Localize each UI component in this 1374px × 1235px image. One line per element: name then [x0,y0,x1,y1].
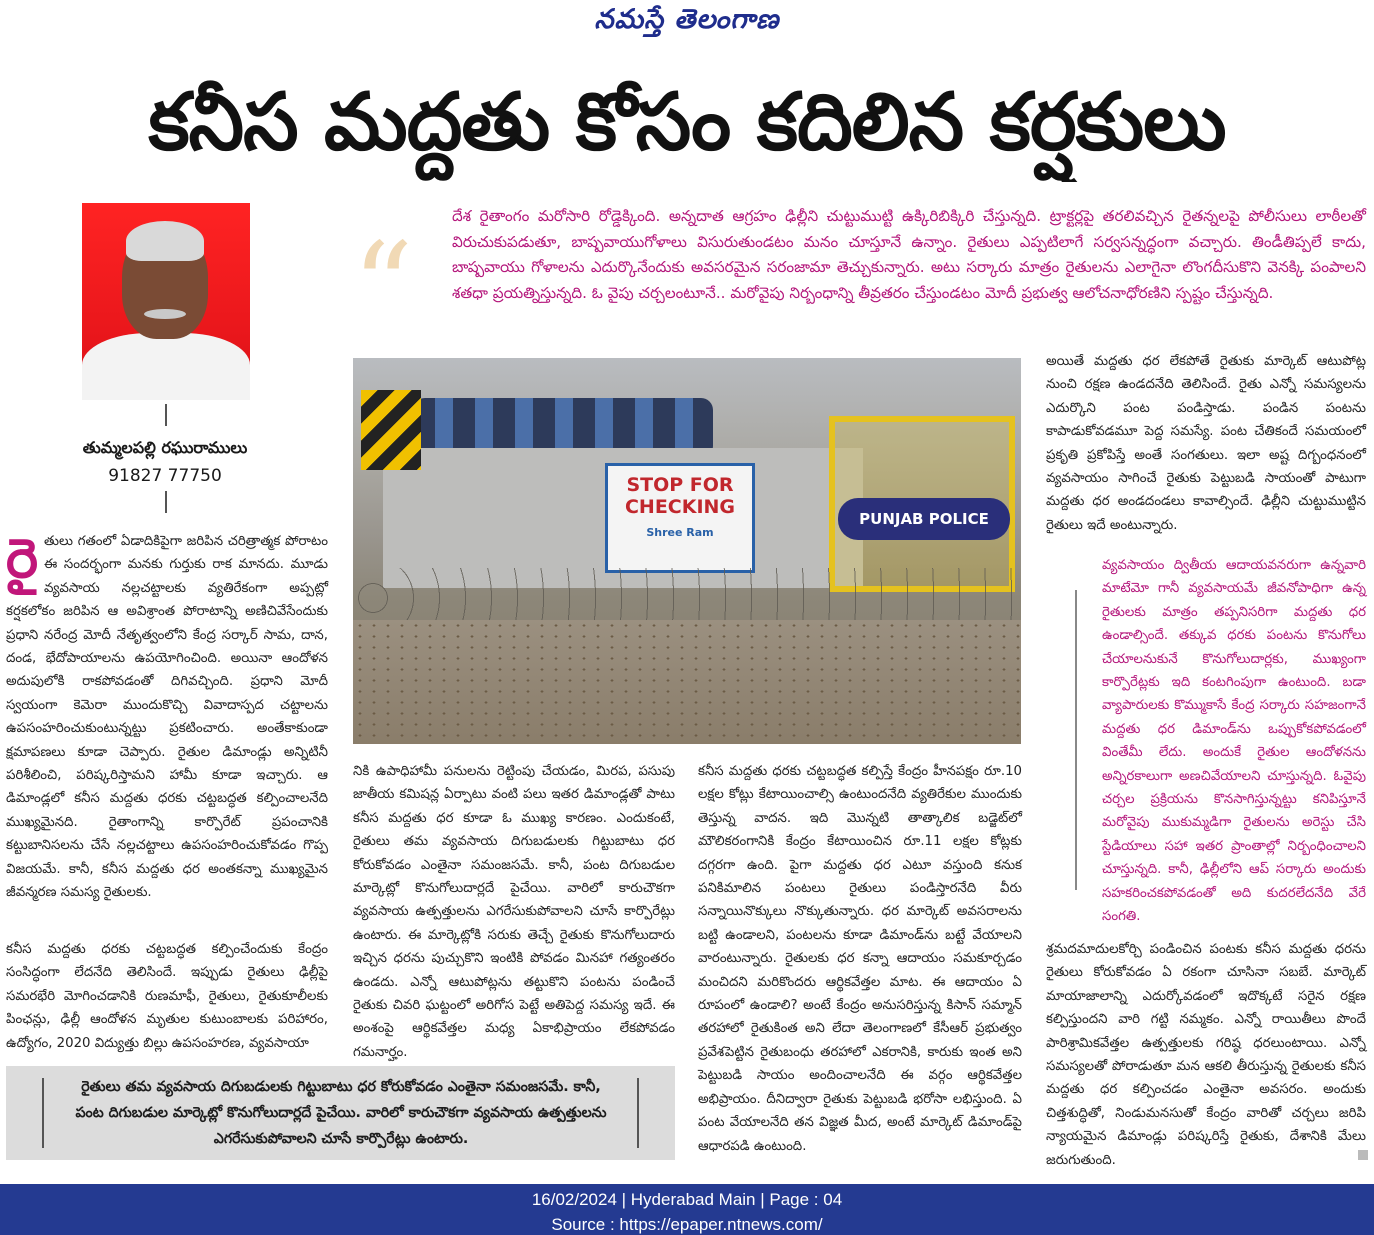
author-phone: 91827 77750 [108,466,222,486]
author-name: తుమ్మలపల్లి రఘురాములు [82,438,248,457]
page-end-marker [1358,1150,1368,1160]
author-photo [82,203,250,400]
news-photo [353,358,1021,744]
footer-source-link[interactable]: Source : https://epaper.ntnews.com/ [551,1215,823,1234]
punjab-police-banner: PUNJAB POLICE [838,498,1010,540]
checking-sign [605,463,755,573]
column-3: కనీస మద్దతు ధరకు చట్టబద్ధత కల్పిస్తే కేంద్రం హీనపక్షం రూ.10 లక్షల కోట్లు కేటాయించాల్సి ఉంటుందనేది వ్యతిరేకుల ముందుకు తెస్తున్న వాదన. ఇది మొన్నటి తాత్కాలిక బడ్జెట్‌లో మౌలికరంగానికి కేంద్రం కేటాయించిన రూ.11 లక్షల కోట్లకు దగ్గరగా ఉంది. పైగా మద్దతు ధర ఎటూ వస్తుంది కనుక పనికిమాలిన పంటలు రైతులు పండిస్తారనేది వీరు సన్నాయినొక్కులు నొక్కుతున్నారు. ధర మార్కెట్ అవసరాలను బట్టి ఉండాలని, పంటలను కూడా డిమాండ్‌ను బట్టే వేయాలని వారంటున్నారు. రైతులకు ధర కన్నా ఆదాయం సమకూర్చడం మంచిదని మరికొందరు ఆర్థికవేత్తల మాట. ఈ ఆదాయం ఏ రూపంలో ఉండాలి? అంటే కేంద్రం అనుసరిస్తున్న కిసాన్ సమ్మాన్ తరహాలో రైతుకింత అని లేదా తెలంగాణలో కేసీఆర్ ప్రభుత్వం ప్రవేశపెట్టిన రైతుబంధు తరహాలో ఎకరానికి, కారుకు ఇంత అని పెట్టుబడి సాయం అందించాలనేది ఈ వర్గం ఆర్థికవేత్తల అభిప్రాయం. దీనిద్వారా రైతుకు పెట్టుబడి భరోసా లభిస్తుంది. ఏ పంట వేయాలనేది తన విజ్ఞత మీద, అంటే మార్కెట్ డిమాండ్‌పై ఆధారపడి ఉంటుంది. [698,764,1022,1154]
checking-sign-text: STOP FOR CHECKING [624,474,736,518]
striped-barrier [361,390,421,470]
column-4-highlight: వ్యవసాయం ద్వితీయ ఆదాయవనరుగా ఉన్నవారి మాటేమో గానీ వ్యవసాయమే జీవనోపాధిగా ఉన్న రైతులకు మాత్రం తప్పనిసరిగా మద్దతు ధర ఉండాల్సిందే. తక్కువ ధరకు పంటను కొనుగోలు చేయాలనుకునే కొనుగోలుదార్లకు, ముఖ్యంగా కార్పొరేట్లకు ఇది కంటగింపుగా ఉంటుంది. బడా వ్యాపారులకు కొమ్ముకాసే కేంద్ర సర్కారు సహజంగానే మద్దతు ధర డిమాండ్‌ను ఒప్పుకోకపోవడంలో వింతేమీ లేదు. అందుకే రైతుల ఆందోళనను అన్నిరకాలుగా అణచివేయాలని చూస్తున్నది. ఓవైపు చర్చల ప్రక్రియను కొనసాగిస్తున్నట్టు కనిపిస్తూనే మరోవైపు ముకుమ్మడిగా రైతులను అరెస్టు చేసి స్టేడియాలు సహా ఇతర ప్రాంతాల్లో నిర్బంధించాలని చూస్తున్నది. కానీ, ఢిల్లీలోని ఆప్ సర్కారు అందుకు సహకరించకపోవడంతో అది కుదరలేదనేది వేరే సంగతి. [1102,558,1366,925]
masthead-logo: నమస్తే తెలంగాణ [594,4,780,35]
article-headline: కనీస మద్దతు కోసం కదిలిన కర్షకులు [148,76,1226,168]
column-1-text: తులు గతంలో ఏడాదికిపైగా జరిపిన చరిత్రాత్మక పోరాటం ఈ సందర్భంగా మనకు గుర్తుకు రాక మానదు. మూడు వ్యవసాయ నల్లచట్టాలకు వ్యతిరేకంగా అప్పట్లో కర్షకలోకం జరిపిన ఆ అవిశ్రాంత పోరాటాన్ని అణిచివేసేందుకు ప్రధాని నరేంద్ర మోదీ నేతృత్వంలోని కేంద్ర సర్కార్ సామ, దాన, దండ, భేదోపాయాలను ఉపయోగించింది. అయినా ఆందోళన అదుపులోకి రాకపోవడంతో దిగివచ్చింది. ప్రధాని మోదీ స్వయంగా కెమెరా ముందుకొచ్చి వివాదాస్పద చట్టాలను ఉపసంహరించుకుంటున్నట్టు ప్రకటించారు. అంతేకాకుండా క్షమాపణలు కూడా చెప్పారు. రైతుల డిమాండ్లు అన్నిటినీ పరిశీలించి, పరిష్కరిస్తామని హామీ కూడా ఇచ్చారు. ఆ డిమాండ్లలో కనీస మద్దతు ధరకు చట్టబద్ధత కల్పించాలనేది ముఖ్యమైనది. రైతాంగాన్ని కార్పొరేట్ ప్రపంచానికి కట్టుబానిసలను చేసే నల్లచట్టాలు ఉపసంహరించుకోవడం గొప్ప విజయమే. కానీ, కనీస మద్దతు ధర అంతకన్నా ముఖ్యమైన జీవన్మరణ సమస్య రైతులకు. [6,534,328,901]
sidebar-rule [1075,590,1077,890]
author-mustache [144,309,186,319]
bottom-pull-quote [6,1066,675,1160]
pull-quote: దేశ రైతాంగం మరోసారి రోడ్డెక్కింది. అన్నదాత ఆగ్రహం ఢిల్లీని చుట్టుముట్టి ఉక్కిరిబిక్కిరి చేస్తున్నది. ట్రాక్టర్లపై తరలివచ్చిన రైతన్నలపై పోలీసులు లాఠీలతో విరుచుకుపడుతూ, బాష్పవాయుగోళాలు విసురుతుండటం మనం చూస్తూనే ఉన్నాం. రైతులు ఎప్పటిలాగే సర్వసన్నద్ధంగా వచ్చారు. తిండీతిప్పలే కాదు, బాష్పవాయు గోళాలను ఎదుర్కొనేందుకు అవసరమైన సరంజామా తెచ్చుకున్నారు. అటు సర్కారు మాత్రం రైతులను ఎలాగైనా లొంగదీసుకొని వెనక్కి పంపాలని శతధా ప్రయత్నిస్తున్నది. ఓ వైపు చర్చలంటూనే.. మరోవైపు నిర్బంధాన్ని తీవ్రతరం చేస్తుండటం మోదీ ప్రభుత్వ ఆలోచనాధోరణిని స్పష్టం చేస్తున్నది. [452,207,1366,302]
barbed-wire [353,568,1021,628]
quote-mark-icon: “ [352,218,414,357]
checking-sign-sub: Shree Ram [646,526,714,539]
quote-rule-left [42,1078,44,1148]
column-1-para-2: కనీస మద్దతు ధరకు చట్టబద్ధత కల్పించేందుకు కేంద్రం సంసిద్ధంగా లేదనేది తెలిసిందే. ఇప్పుడు రైతులు ఢిల్లీపై సమరభేరి మోగించడానికి రుణమాఫీ, రైతులు, రైతుకూలీలకు పింఛన్లు, ఢిల్లీ ఆందోళన మృతుల కుటుంబాలకు పరిహారం, ఉద్యోగం, 2020 విద్యుత్తు బిల్లు ఉపసంహరణ, వ్యవసాయా [6,942,328,1051]
footer-date-edition: 16/02/2024 | Hyderabad Main | Page : 04 [531,1190,843,1209]
author-shirt [82,333,250,400]
bottom-pull-quote-text: రైతులు తమ వ్యవసాయ దిగుబడులకు గిట్టుబాటు ధర కోరుకోవడం ఎంతైనా సమంజసమే. కానీ, పంట దిగుబడుల మార్కెట్లో కొనుగోలుదార్లదే పైచేయి. వారిలో కారుచౌకగా వ్యవసాయ ఉత్పత్తులను ఎగరేసుకుపోవాలని చూసే కార్పొరేట్లు ఉంటారు. [75,1079,607,1147]
quote-rule-right [637,1078,639,1148]
column-1-para-1 [6,527,328,905]
author-hair [126,221,204,261]
stone-strewn-road [353,620,1021,744]
column-4-para-2: శ్రమదమాదులకోర్చి పండించిన పంటకు కనీస మద్దతు ధరను రైతులు కోరుకోవడం ఏ రకంగా చూసినా సబబే. మార్కెట్ మాయాజాలాన్ని ఎదుర్కోవడంలో ఇదొక్కటే సరైన రక్షణ కల్పిస్తుందని వారి గట్టి నమ్మకం. ఎన్నో రాయితీలు పొందే పారిశ్రామికవేత్తల ఉత్పత్తులకు గరిష్ఠ ధరలుంటాయి. ఎన్నో సమస్యలతో పోరాడుతూ మన ఆకలి తీరుస్తున్న రైతులకు కనీస మద్దతు ధర కల్పించడం ఎంతైనా అవసరం. అందుకు చిత్తశుద్ధితో, నిండుమనసుతో కేంద్రం వారితో చర్చలు జరిపి న్యాయమైన డిమాండ్లు పరిష్కరిస్తే రైతుకు, దేశానికి మేలు జరుగుతుంది. [1046,942,1366,1168]
author-divider-bottom [165,491,167,513]
author-divider-top [165,404,167,426]
column-2: నికి ఉపాధిహామీ పనులను రెట్టింపు చేయడం, మిరప, పసుపు జాతీయ కమిషన్ల ఏర్పాటు వంటి పలు ఇతర డిమాండ్లతో పాటు కనీస మద్దతు ధర కూడా ఓ ముఖ్య కారణం. ఎందుకంటే, రైతులు తమ వ్యవసాయ దిగుబడులకు గిట్టుబాటు ధర కోరుకోవడం ఎంతైనా సమంజసమే. కానీ, పంట దిగుబడుల మార్కెట్లో కొనుగోలుదార్లదే పైచేయి. వారిలో కారుచౌకగా వ్యవసాయ ఉత్పత్తులను ఎగరేసుకుపోవాలని చూసే కార్పొరేట్లు ఉంటారు. ఈ మార్కెట్లోకి సరుకు తెచ్చే రైతుకు కొనుగోలుదారు ఇచ్చిన ధరను పుచ్చుకొని ఇంటికి పోవడం మినహా గత్యంతరం ఉండదు. ఎన్నో ఆటుపోట్లను తట్టుకొని పంటను పండించే రైతుకు చివరి ఘట్టంలో అరిగోస పెట్టే అతిపెద్ద సమస్య ఇదే. ఈ అంశంపై ఆర్థికవేత్తల మధ్య ఏకాభిప్రాయం లేకపోవడం గమనార్హం. [353,764,675,1060]
column-4-para-1: అయితే మద్దతు ధర లేకపోతే రైతుకు మార్కెట్ ఆటుపోట్ల నుంచి రక్షణ ఉండదనేది తెలిసిందే. రైతు ఎన్నో సమస్యలను ఎదుర్కొని పంట పండిస్తాడు. పండిన పంటను కాపాడుకోవడమూ పెద్ద సమస్యే. పంట చేతికందే సమయంలో ప్రకృతి ప్రకోపిస్తే అంతే సంగతులు. ఇలా అష్ట దిగ్బంధనంలో వ్యవసాయం సాగించే రైతుకు పెట్టుబడి సాయంతో పాటుగా మద్దతు ధర అండదండలు కావాల్సిందే. ఢిల్లీని చుట్టుముట్టిన రైతులు ఇదే అంటున్నారు. [1046,354,1366,533]
drop-cap: రై [6,527,39,590]
